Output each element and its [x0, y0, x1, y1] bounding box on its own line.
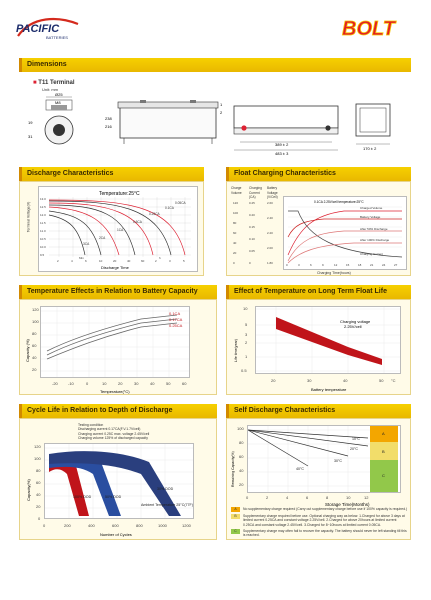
discharge-svg	[39, 187, 197, 271]
float-x-tick: 6	[310, 263, 312, 267]
side-dim-2: 2	[220, 110, 223, 115]
float-x-tick: 18	[358, 263, 362, 267]
cycle-section-bar	[19, 404, 217, 418]
float-x-tick: 9	[322, 263, 324, 267]
discharge-x-tick: 40	[127, 259, 131, 263]
cycle-y-tick: 40	[36, 492, 41, 497]
cycle-panel	[19, 418, 217, 540]
temp-effect-y-tick: 100	[32, 319, 39, 324]
temp-effect-axes	[24, 304, 214, 394]
cycle-label-30: 30% DOD	[157, 487, 174, 491]
cycle-y-tick: 120	[34, 444, 41, 449]
float-life-y-tick: 5	[245, 322, 248, 327]
discharge-x-tick: 3	[169, 259, 171, 263]
cycle-x-tick: 0	[43, 523, 46, 528]
discharge-x-tick: 20	[113, 259, 117, 263]
cycle-label-50: 50% DOD	[105, 495, 122, 499]
front-dim-length: 483 ± 3	[275, 151, 289, 156]
float-life-x-unit: °C	[391, 378, 396, 383]
terminal-type: ■ T11 Terminal	[33, 80, 75, 86]
float-life-x-tick: 30	[307, 378, 312, 383]
legend-text-c: Supplementary charge may often fail to recover the capacity. The battery should never be left standing till this is reached.	[243, 528, 407, 538]
float-x-tick: 24	[382, 263, 386, 267]
discharge-y-tick: 11.5	[40, 221, 46, 225]
self-discharge-y-tick: 20	[239, 482, 244, 487]
float-x-label: Charging Time(hours)	[317, 271, 351, 275]
float-x-tick: 0	[286, 263, 288, 267]
cycle-title: Cycle Life in Relation to Depth of Discharge	[27, 407, 173, 414]
terminal-dim-a: 19	[28, 120, 33, 125]
float-right-tick: 1.80	[267, 261, 273, 265]
float-x-tick: 15	[346, 263, 350, 267]
discharge-y-tick: 12.5	[40, 205, 46, 209]
temp-effect-x-tick: 20	[118, 381, 123, 386]
discharge-title: Discharge Characteristics	[27, 170, 114, 177]
temp-effect-y-tick: 120	[32, 307, 39, 312]
temp-effect-section-bar	[19, 285, 217, 299]
temp-effect-panel	[19, 299, 217, 395]
cycle-cond-line: Discharging current 0.17CA(F.V.1.7V/cell)	[78, 427, 141, 432]
discharge-x-tick: 5	[183, 259, 185, 263]
side-dim-body: 216	[105, 124, 112, 129]
float-svg	[284, 197, 406, 269]
discharge-section-bar	[19, 167, 204, 181]
temp-effect-x-tick: 60	[182, 381, 187, 386]
discharge-x-label: Discharge Time	[101, 265, 129, 270]
temp-effect-y-tick: 80	[32, 331, 37, 336]
self-discharge-temp-30: 30°C	[334, 459, 343, 463]
float-right-tick: 2.00	[267, 246, 273, 250]
self-discharge-panel	[226, 418, 411, 540]
float-mid-tick: 0.25	[249, 201, 255, 205]
temp-effect-x-tick: -20	[52, 381, 58, 386]
float-left-tick: 120	[233, 201, 239, 205]
float-life-panel	[226, 299, 411, 395]
float-axes-svg	[231, 198, 283, 270]
float-life-x-tick: 40	[343, 378, 348, 383]
discharge-x-tick: 4	[71, 259, 73, 263]
self-discharge-y-tick: 40	[239, 468, 244, 473]
float-label-100: After 100% Discharge	[360, 238, 390, 242]
cycle-x-tick: 600	[112, 523, 119, 528]
float-left-tick: 60	[233, 231, 237, 235]
discharge-curve-label-3ca: 3CA	[83, 242, 90, 246]
float-chart	[283, 196, 407, 270]
temp-effect-label-0p25: 0.25CA	[169, 323, 183, 328]
float-life-x-tick: 50	[379, 378, 384, 383]
cycle-x-tick: 200	[64, 523, 71, 528]
float-x-tick: 3	[298, 263, 300, 267]
cycle-x-tick: 400	[88, 523, 95, 528]
float-right-tick: 2.60	[267, 201, 273, 205]
discharge-x-tick: 10	[99, 259, 103, 263]
float-mid-tick: 0	[249, 261, 251, 265]
cycle-x-tick: 1000	[158, 523, 167, 528]
pacific-logo	[12, 14, 98, 42]
float-life-y-tick: 3	[245, 332, 248, 337]
cycle-y-label: Capacity(%)	[26, 479, 31, 501]
float-label-voltage: Battery Voltage	[360, 215, 381, 219]
self-discharge-y-label: Remaining Capacity(%)	[231, 451, 235, 487]
dimensions-section-bar	[19, 58, 411, 72]
self-discharge-zone-c: C	[382, 473, 385, 478]
bolt-logo	[340, 14, 414, 40]
float-label-charged: Charged Volume	[360, 206, 383, 210]
cycle-x-tick: 800	[136, 523, 143, 528]
float-life-band-label: Charging voltage	[340, 319, 371, 324]
float-inner-title: 0.1CA 2.25V/cell temperature:25°C	[314, 200, 364, 204]
temp-effect-y-tick: 20	[32, 367, 37, 372]
legend-key-c: C	[231, 529, 240, 534]
front-dim-inner: 389 ± 2	[275, 142, 289, 147]
discharge-y-tick: 11.0	[40, 229, 46, 233]
self-discharge-zone-b: B	[382, 449, 385, 454]
terminal-dim-b: 31	[28, 134, 33, 139]
temp-effect-x-tick: 10	[102, 381, 107, 386]
self-discharge-section-bar	[226, 404, 411, 418]
float-mid-tick: 0.05	[249, 249, 255, 253]
float-label-current: Charging Current	[360, 252, 384, 256]
pacific-logo-text: PACIFIC	[16, 23, 60, 35]
float-life-y-tick: 10	[243, 306, 248, 311]
float-mid-tick: 0.10	[249, 237, 255, 241]
self-discharge-y-tick: 80	[239, 440, 244, 445]
float-right-tick: 2.40	[267, 216, 273, 220]
temp-effect-x-label: Temperature(°C)	[100, 389, 130, 394]
self-discharge-legend	[231, 507, 408, 537]
discharge-x-group-h: h	[159, 256, 161, 260]
legend-text-b: Supplementary charge required before use. Optional charging way as below: 1.Charged for above 3 days at limited current 0.25CA and constant voltage 2.25V/cell. 2.Charged for above 20hours at limited current 0.25CA and constant voltage 2.45V/cell. 3.Charged for 8~10hours at limited current 0.05CA.	[243, 514, 405, 527]
temp-effect-x-tick: 0	[86, 381, 89, 386]
cycle-ambient: Ambient Temperature 25°C(77F)	[141, 503, 193, 507]
cycle-label-100: 100% DOD	[73, 495, 92, 499]
self-discharge-x-tick: 6	[306, 495, 309, 500]
discharge-x-tick: 2	[57, 259, 59, 263]
cycle-y-tick: 60	[36, 480, 41, 485]
self-discharge-title: Self Discharge Characteristics	[234, 407, 336, 414]
legend-text-a: No supplementary charge required (Carry out supplementary charge before use if 100% capacity is required.)	[243, 507, 408, 511]
discharge-y-tick: 12.0	[40, 213, 46, 217]
float-life-y-label: Life time(year)	[234, 339, 238, 362]
float-panel	[226, 181, 411, 276]
float-life-y-tick: 0.5	[241, 368, 247, 373]
float-title: Float Charging Characteristics	[234, 170, 336, 177]
legend-row-b	[231, 514, 408, 527]
temp-effect-y-label: Capacity (%)	[25, 339, 30, 362]
float-life-x-tick: 20	[271, 378, 276, 383]
dimensions-drawing	[20, 78, 410, 158]
cycle-cond-line: Charging volume 125% of discharged capacity	[78, 435, 148, 440]
cycle-cond-heading: Testing condition	[78, 423, 104, 427]
self-discharge-x-tick: 8	[326, 495, 329, 500]
terminal-dim-bolt: M8	[55, 100, 61, 105]
side-dim-1: 1	[220, 102, 223, 107]
float-header-volume: Charge Volume	[231, 186, 242, 195]
right-dim-width: 170 ± 2	[363, 146, 377, 151]
cycle-axes	[24, 441, 214, 541]
cycle-conditions	[78, 423, 208, 440]
discharge-curve-label-0p25ca: 0.25CA	[149, 212, 160, 216]
discharge-y-tick: 10.0	[40, 245, 46, 249]
bolt-logo-text: BOLT	[342, 18, 395, 40]
self-discharge-axes	[229, 423, 409, 507]
float-x-tick: 27	[394, 263, 398, 267]
self-discharge-x-tick: 4	[286, 495, 289, 500]
discharge-x-tick: 2	[155, 259, 157, 263]
discharge-x-group-min: Min	[79, 256, 84, 260]
float-life-axes	[231, 304, 411, 396]
cycle-cond-line: Charging current 0.25C max. voltage 2.45V/cell	[78, 431, 150, 436]
float-life-y-tick: 1	[245, 354, 248, 359]
temp-effect-label-0p1: 0.1CA	[169, 311, 181, 316]
temp-effect-x-tick: 50	[166, 381, 171, 386]
terminal-dim-diameter: Ø25	[55, 92, 63, 97]
dimensions-svg	[20, 78, 410, 158]
float-x-tick: 12	[334, 263, 338, 267]
temp-effect-x-tick: 40	[150, 381, 155, 386]
float-label-50: After 50% Discharge	[360, 227, 388, 231]
self-discharge-temp-10: 10°C	[352, 437, 361, 441]
discharge-curve-label-0p6ca: 0.6CA	[133, 220, 142, 224]
legend-key-a: A	[231, 507, 240, 512]
float-header-current: Charging Current (CA)	[249, 186, 262, 200]
temp-effect-y-tick: 40	[32, 355, 37, 360]
cycle-y-tick: 80	[36, 468, 41, 473]
discharge-curve-label-0p1ca: 0.1CA	[165, 206, 174, 210]
discharge-y-label: Terminal Voltage(V)	[26, 201, 31, 233]
temp-effect-x-tick: 30	[134, 381, 139, 386]
self-discharge-x-tick: 0	[246, 495, 249, 500]
discharge-y-tick: 13.0	[40, 197, 46, 201]
legend-key-b: B	[231, 514, 240, 519]
float-x-tick: 21	[370, 263, 374, 267]
float-right-tick: 2.20	[267, 231, 273, 235]
legend-row-a	[231, 507, 408, 512]
float-mid-tick: 0.20	[249, 213, 255, 217]
discharge-x-tick: 60	[141, 259, 145, 263]
legend-row-c	[231, 529, 408, 538]
discharge-curve-label-2ca: 2CA	[99, 236, 106, 240]
discharge-inner-title: Temperature:25°C	[99, 191, 140, 197]
self-discharge-y-tick: 100	[237, 426, 244, 431]
self-discharge-x-tick: 2	[266, 495, 269, 500]
side-dim-height: 238	[105, 116, 112, 121]
self-discharge-temp-20: 20°C	[350, 447, 359, 451]
float-left-tick: 80	[233, 221, 237, 225]
discharge-y-tick: 10.5	[40, 237, 46, 241]
self-discharge-x-tick: 12	[364, 495, 369, 500]
temp-effect-title: Temperature Effects in Relation to Battery Capacity	[27, 288, 198, 295]
pacific-logo-sub: BATTERIES	[46, 35, 68, 40]
float-header-voltage: Battery Voltage (V/Cell)	[267, 186, 278, 200]
self-discharge-zone-a: A	[382, 431, 385, 436]
float-left-tick: 100	[233, 211, 239, 215]
discharge-y-tick: 9.5	[40, 253, 45, 257]
float-life-y-tick: 2	[245, 340, 248, 345]
temp-effect-label-0p17: 0.17CA	[169, 317, 183, 322]
discharge-curve-label-0p05ca: 0.05CA	[175, 201, 186, 205]
float-life-x-label: Battery temperature	[311, 387, 347, 392]
self-discharge-x-label: Storage Time(Months)	[325, 502, 370, 507]
dimensions-title: Dimensions	[27, 61, 67, 68]
float-life-band-value: 2.25V/cell	[344, 324, 362, 329]
self-discharge-x-tick: 10	[346, 495, 351, 500]
float-left-tick: 40	[233, 241, 237, 245]
float-left-tick: 0	[233, 261, 235, 265]
temp-effect-y-tick: 60	[32, 343, 37, 348]
float-section-bar	[226, 167, 411, 181]
cycle-x-label: Number of Cycles	[100, 532, 132, 537]
self-discharge-temp-40: 40°C	[296, 467, 305, 471]
float-left-tick: 20	[233, 251, 237, 255]
discharge-x-tick: 6	[85, 259, 87, 263]
cycle-x-tick: 1200	[182, 523, 191, 528]
discharge-chart	[38, 186, 198, 272]
float-life-title: Effect of Temperature on Long Term Float Life	[234, 288, 387, 295]
unit-label: Unit: mm	[42, 87, 58, 92]
cycle-y-tick: 100	[34, 456, 41, 461]
float-life-section-bar	[226, 285, 411, 299]
discharge-panel	[19, 181, 204, 276]
float-mid-tick: 0.15	[249, 225, 255, 229]
temp-effect-x-tick: -10	[68, 381, 74, 386]
cycle-y-tick: 20	[36, 504, 41, 509]
discharge-curve-label-1ca: 1CA	[117, 228, 124, 232]
cycle-y-tick: 0	[38, 516, 41, 521]
self-discharge-y-tick: 60	[239, 454, 244, 459]
